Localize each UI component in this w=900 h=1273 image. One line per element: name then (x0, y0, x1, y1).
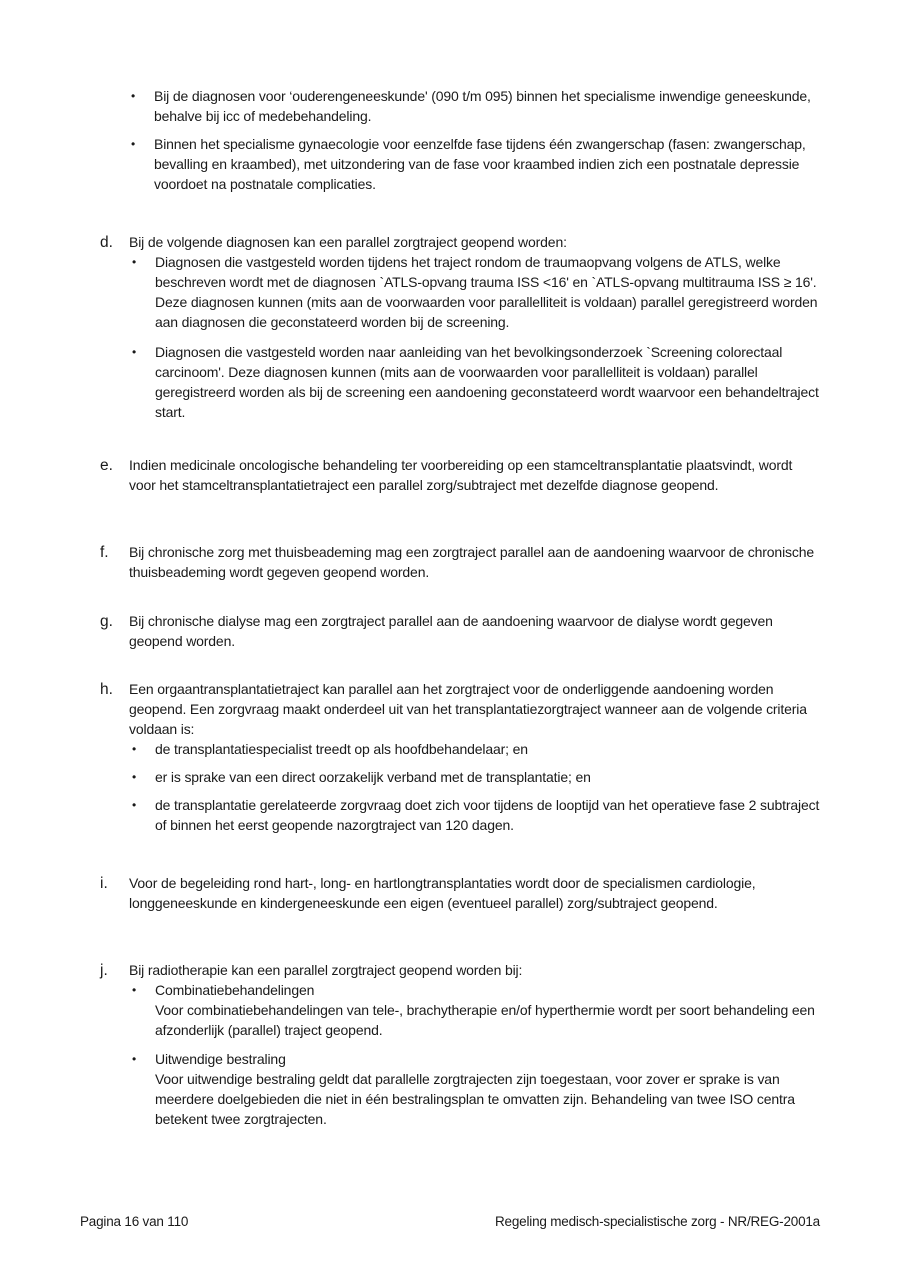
section-f (100, 542, 820, 582)
bullet-text: Diagnosen die vastgesteld worden tijdens het traject rondom de traumaopvang volgens de ATLS, welke beschreven wordt met de diagnosen `ATLS-opvang trauma ISS <16' en `ATLS-opvang multitrauma ISS ≥ 16'. Deze diagnosen kunnen (mits aan de voorwaarden voor parallelliteit is voldaan) parallel geregistreerd worden aan diagnosen die geconstateerd worden bij de screening. (155, 254, 818, 330)
item-text: Bij chronische dialyse mag een zorgtraject parallel aan de aandoening waarvoor de dialyse wordt gegeven geopend worden. (129, 613, 773, 649)
item-text: Bij de volgende diagnosen kan een parallel zorgtraject geopend worden: (129, 234, 567, 250)
bullet-icon: • (130, 89, 136, 103)
bullet-icon: • (131, 983, 137, 997)
bullet-text: de transplantatiespecialist treedt op als hoofdbehandelaar; en (155, 741, 528, 757)
list-item (129, 342, 820, 422)
bullet-text: Binnen het specialisme gynaecologie voor eenzelfde fase tijdens één zwangerschap (fasen: zwangerschap, bevalling en kraambed), met uitzondering van de fase voor kraambed indien zich een postnatale depressie voordoet na postnatale complicaties. (154, 136, 806, 192)
item-letter: g. (100, 613, 113, 630)
list-item (129, 739, 820, 759)
list-item (128, 86, 823, 126)
bullet-body: Voor uitwendige bestraling geldt dat parallelle zorgtrajecten zijn toegestaan, voor zover er sprake is van meerdere doelgebieden die niet in één bestralingsplan te omvatten zijn. Behandeling van twee ISO centra betekent twee zorgtrajecten. (155, 1071, 795, 1127)
item-letter: j. (100, 962, 108, 979)
bullet-title: Combinatiebehandelingen (155, 982, 315, 998)
item-letter: e. (100, 457, 113, 474)
item-letter: d. (100, 234, 113, 251)
list-item (129, 1049, 820, 1129)
list-item (128, 134, 823, 194)
section-e (100, 455, 820, 495)
section-j (100, 960, 820, 1129)
bullet-icon: • (131, 255, 137, 269)
bullet-icon: • (131, 798, 137, 812)
section-d (100, 232, 820, 422)
bullet-text: Bij de diagnosen voor ‘ouderengeneeskunde' (090 t/m 095) binnen het specialisme inwendige geneeskunde, behalve bij icc of medebehandeling. (154, 88, 811, 124)
section-i (100, 873, 820, 913)
item-letter: i. (100, 875, 108, 892)
bullet-icon: • (131, 1052, 137, 1066)
item-letter: f. (100, 544, 109, 561)
intro-bullet-list (128, 86, 823, 194)
bullet-icon: • (131, 770, 137, 784)
bullet-icon: • (131, 345, 137, 359)
section-g (100, 611, 820, 651)
page-number: Pagina 16 van 110 (80, 1214, 189, 1229)
bullet-list (129, 739, 820, 835)
bullet-title: Uitwendige bestraling (155, 1051, 286, 1067)
bullet-text: er is sprake van een direct oorzakelijk verband met de transplantatie; en (155, 769, 591, 785)
list-item (129, 767, 820, 787)
item-text: Bij radiotherapie kan een parallel zorgtraject geopend worden bij: (129, 962, 523, 978)
bullet-icon: • (131, 742, 137, 756)
item-text: Bij chronische zorg met thuisbeademing mag een zorgtraject parallel aan de aandoening waarvoor de chronische thuisbeademing wordt gegeven geopend worden. (129, 544, 814, 580)
list-item (129, 252, 820, 332)
bullet-text: de transplantatie gerelateerde zorgvraag doet zich voor tijdens de looptijd van het operatieve fase 2 subtraject of binnen het eerst geopende nazorgtraject van 120 dagen. (155, 797, 820, 833)
list-item (129, 980, 820, 1040)
bullet-icon: • (130, 137, 136, 151)
document-title: Regeling medisch-specialistische zorg - NR/REG-2001a (495, 1214, 820, 1229)
item-text: Voor de begeleiding rond hart-, long- en hartlongtransplantaties wordt door de specialismen cardiologie, longgeneeskunde en kindergeneeskunde een eigen (eventueel parallel) zorg/subtraject geopend. (129, 875, 756, 911)
item-letter: h. (100, 681, 113, 698)
page-footer (80, 1212, 820, 1232)
bullet-list (129, 980, 820, 1129)
item-text: Indien medicinale oncologische behandeling ter voorbereiding op een stamceltransplantatie plaatsvindt, wordt voor het stamceltransplantatietraject een parallel zorg/subtraject met dezelfde diagnose geopend. (129, 457, 793, 493)
bullet-body: Voor combinatiebehandelingen van tele-, brachytherapie en/of hyperthermie wordt per soort behandeling een afzonderlijk (parallel) traject geopend. (155, 1002, 815, 1038)
bullet-text: Diagnosen die vastgesteld worden naar aanleiding van het bevolkingsonderzoek `Screening colorectaal carcinoom'. Deze diagnosen kunnen (mits aan de voorwaarden voor parallelliteit is voldaan) parallel geregistreerd worden als bij de screening een aandoening geconstateerd wordt waarvoor een behandeltraject start. (155, 344, 819, 420)
section-h (100, 679, 820, 835)
list-item (129, 795, 820, 835)
item-text: Een orgaantransplantatietraject kan parallel aan het zorgtraject voor de onderliggende aandoening worden geopend. Een zorgvraag maakt onderdeel uit van het transplantatiezorgtraject wanneer aan de volgende criteria voldaan is: (129, 681, 807, 737)
bullet-list (129, 252, 820, 422)
